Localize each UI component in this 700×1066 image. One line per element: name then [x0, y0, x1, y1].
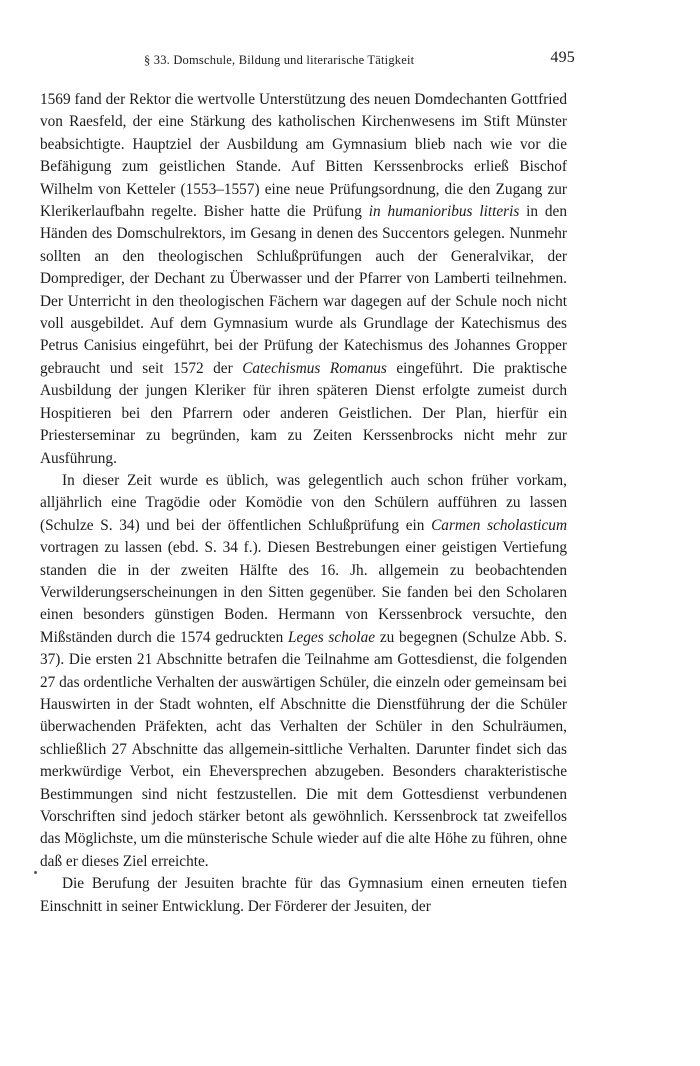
text-run: In dieser Zeit wurde es üblich, was gelegentlich auch schon früher vorkam, alljährlich eine Tragödie oder Komödie von den Schülern aufführen zu lassen (Schulze S. 34) und bei der öffentlichen Schlußprüfung ein: [40, 471, 567, 534]
text-run: 1569 fand der Rektor die wertvolle Unterstützung des neuen Domdechanten Gottfried von Raesfeld, der eine Stärkung des katholischen Kirchenwesens im Stift Münster beabsichtigte. Hauptziel der Ausbildung am Gymnasium blieb nach wie vor die Befähigung zum geistlichen Stande. Auf Bitten Kerssenbrocks erließ Bischof Wilhelm von Ketteler (1553–1557) eine neue Prüfungsordnung, die den Zugang zur Klerikerlaufbahn regelte. Bisher hatte die Prüfung: [40, 91, 567, 221]
paragraph-1: [40, 89, 567, 470]
italic-term: in humanioribus litteris: [368, 203, 520, 221]
italic-term: Catechismus Romanus: [242, 359, 387, 377]
italic-term: Leges scholae: [287, 628, 376, 646]
text-run: zu begegnen (Schulze Abb. S. 37). Die ersten 21 Abschnitte betrafen die Teilnahme am Gottesdienst, die folgenden 27 das ordentliche Verhalten der auswärtigen Schüler, die einzeln oder gemeinsam bei Hauswirten in der Stadt wohnten, elf Abschnitte die Dienstführung der die Schüler überwachenden Präfekten, acht das Verhalten der Schüler in den Schulräumen, schließlich 27 Abschnitte das allgemein-sittliche Verhalten. Darunter findet sich das merkwürdige Verbot, ein Eheversprechen abzugeben. Besonders charakteristische Bestimmungen sind nicht festzustellen. Die mit dem Gottesdienst verbundenen Vorschriften sind jedoch stärker betont als gewöhnlich. Kerssenbrock tat zweifellos das Möglichste, um die münsterische Schule wieder auf die alte Höhe zu führen, ohne daß er dieses Ziel erreichte.: [40, 628, 567, 870]
paragraph-3: [40, 873, 567, 918]
page-number: 495: [550, 49, 575, 66]
text-run: Die Berufung der Jesuiten brachte für das Gymnasium einen erneuten tiefen Einschnitt in seiner Entwicklung. Der Förderer der Jesuiten, der: [40, 875, 567, 915]
body-text: [40, 89, 567, 918]
paragraph-2: [40, 470, 567, 873]
text-run: vortragen zu lassen (ebd. S. 34 f.). Diesen Bestrebungen einer geistigen Vertiefung standen die in der zweiten Hälfte des 16. Jh. allgemein zu beobachtenden Verwilderungserscheinungen in den Sitten gegenüber. Sie fanden bei den Scholaren einen besonders günstigen Boden. Hermann von Kerssenbrock versuchte, den Mißständen durch die 1574 gedruckten: [40, 539, 567, 646]
margin-mark: [34, 871, 37, 874]
text-run: eingeführt. Die praktische Ausbildung der jungen Kleriker für ihren späteren Dienst erfolgte zumeist durch Hospitieren bei den Pfarrern oder anderen Geistlichen. Der Plan, hierfür ein Priesterseminar zu begründen, kam zu Zeiten Kerssenbrocks nicht mehr zur Ausführung.: [40, 359, 567, 467]
italic-term: Carmen scholasticum: [431, 516, 567, 534]
running-head: [40, 49, 575, 72]
text-run: in den Händen des Domschulrektors, im Gesang in denen des Succentors gelegen. Nunmehr sollten an den theologischen Schlußprüfungen auch der Generalvikar, der Domprediger, der Dechant zu Überwasser und der Pfarrer von Lamberti teilnehmen. Der Unterricht in den theologischen Fächern war dagegen auf der Schule noch nicht voll ausgebildet. Auf dem Gymnasium wurde als Grundlage der Katechismus des Petrus Canisius eingeführt, bei der Prüfung der Katechismus des Johannes Gropper gebraucht und seit 1572 der: [40, 203, 567, 377]
running-head-title: § 33. Domschule, Bildung und literarische Tätigkeit: [144, 53, 415, 67]
